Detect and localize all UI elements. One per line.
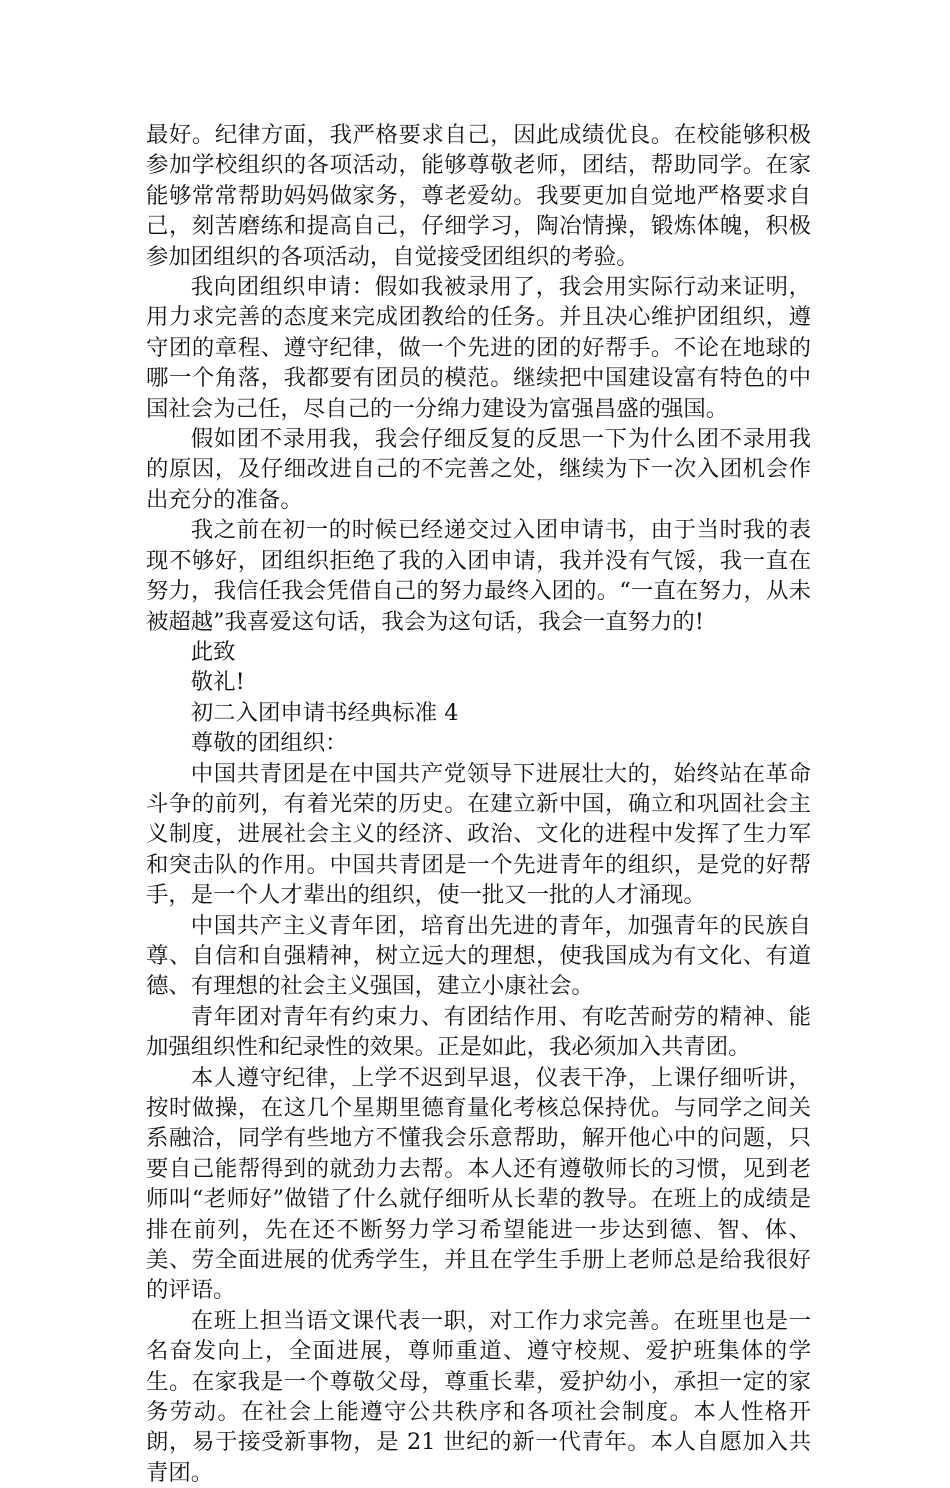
closing-salutation: 此致 xyxy=(190,638,236,665)
paragraph: 我之前在初一的时候已经递交过入团申请书，由于当时我的表现不够好，团组织拒绝了我的入团申请，我并没有气馁，我一直在努力，我信任我会凭借自己的努力最终入团的。“一直在努力，从未被超越”我喜爱这句话，我会为这句话，我会一直努力的! xyxy=(146,517,811,635)
paragraph: 青年团对青年有约束力、有团结作用、有吃苦耐劳的精神、能加强组织性和纪录性的效果。正是如此，我必须加入共青团。 xyxy=(146,1003,811,1061)
paragraph: 最好。纪律方面，我严格要求自己，因此成绩优良。在校能够积极参加学校组织的各项活动，能够尊敬老师，团结，帮助同学。在家能够常常帮助妈妈做家务，尊老爱幼。我要更加自觉地严格要求自己，刻苦磨练和提高自己，仔细学习，陶冶情操，锻炼体魄，积极参加团组织的各项活动，自觉接受团组织的考验。 xyxy=(146,122,811,270)
document-body xyxy=(146,120,811,1488)
closing-regards: 敬礼! xyxy=(190,669,245,696)
paragraph: 我向团组织申请：假如我被录用了，我会用实际行动来证明，用力求完善的态度来完成团教给的任务。并且决心维护团组织，遵守团的章程、遵守纪律，做一个先进的团的好帮手。不论在地球的哪一个角落，我都要有团员的模范。继续把中国建设富有特色的中国社会为己任，尽自己的一分绵力建设为富强昌盛的强国。 xyxy=(146,274,811,422)
paragraph: 本人遵守纪律，上学不迟到早退，仪表干净，上课仔细听讲，按时做操，在这几个星期里德育量化考核总保持优。与同学之间关系融洽，同学有些地方不懂我会乐意帮助，解开他心中的问题，只要自己能帮得到的就劲力去帮。本人还有遵敬师长的习惯，见到老师叫“老师好”做错了什么就仔细听从长辈的教导。在班上的成绩是排在前列，先在还不断努力学习希望能进一步达到德、智、体、美、劳全面进展的优秀学生，并且在学生手册上老师总是给我很好的评语。 xyxy=(146,1064,811,1304)
paragraph: 在班上担当语文课代表一职，对工作力求完善。在班里也是一名奋发向上，全面进展，尊师重道、遵守校规、爱护班集体的学生。在家我是一个尊敬父母，尊重长辈，爱护幼小，承担一定的家务劳动。在社会上能遵守公共秩序和各项社会制度。本人性格开朗，易于接受新事物，是 21 世纪的新一代青年。本人自愿加入共青团。 xyxy=(146,1307,811,1486)
paragraph: 中国共青团是在中国共产党领导下进展壮大的，始终站在革命斗争的前列，有着光荣的历史。在建立新中国，确立和巩固社会主义制度，进展社会主义的经济、政治、文化的进程中发挥了生力军和突击队的作用。中国共青团是一个先进青年的组织，是党的好帮手，是一个人才辈出的组织，使一批又一批的人才涌现。 xyxy=(146,760,811,909)
paragraph: 中国共产主义青年团，培育出先进的青年，加强青年的民族自尊、自信和自强精神，树立远大的理想，使我国成为有文化、有道德、有理想的社会主义强国，建立小康社会。 xyxy=(146,912,811,1000)
section-title: 初二入团申请书经典标准 4 xyxy=(190,699,459,726)
greeting: 尊敬的团组织： xyxy=(190,730,348,757)
paragraph: 假如团不录用我，我会仔细反复的反思一下为什么团不录用我的原因，及仔细改进自己的不完善之处，继续为下一次入团机会作出充分的准备。 xyxy=(146,426,811,513)
